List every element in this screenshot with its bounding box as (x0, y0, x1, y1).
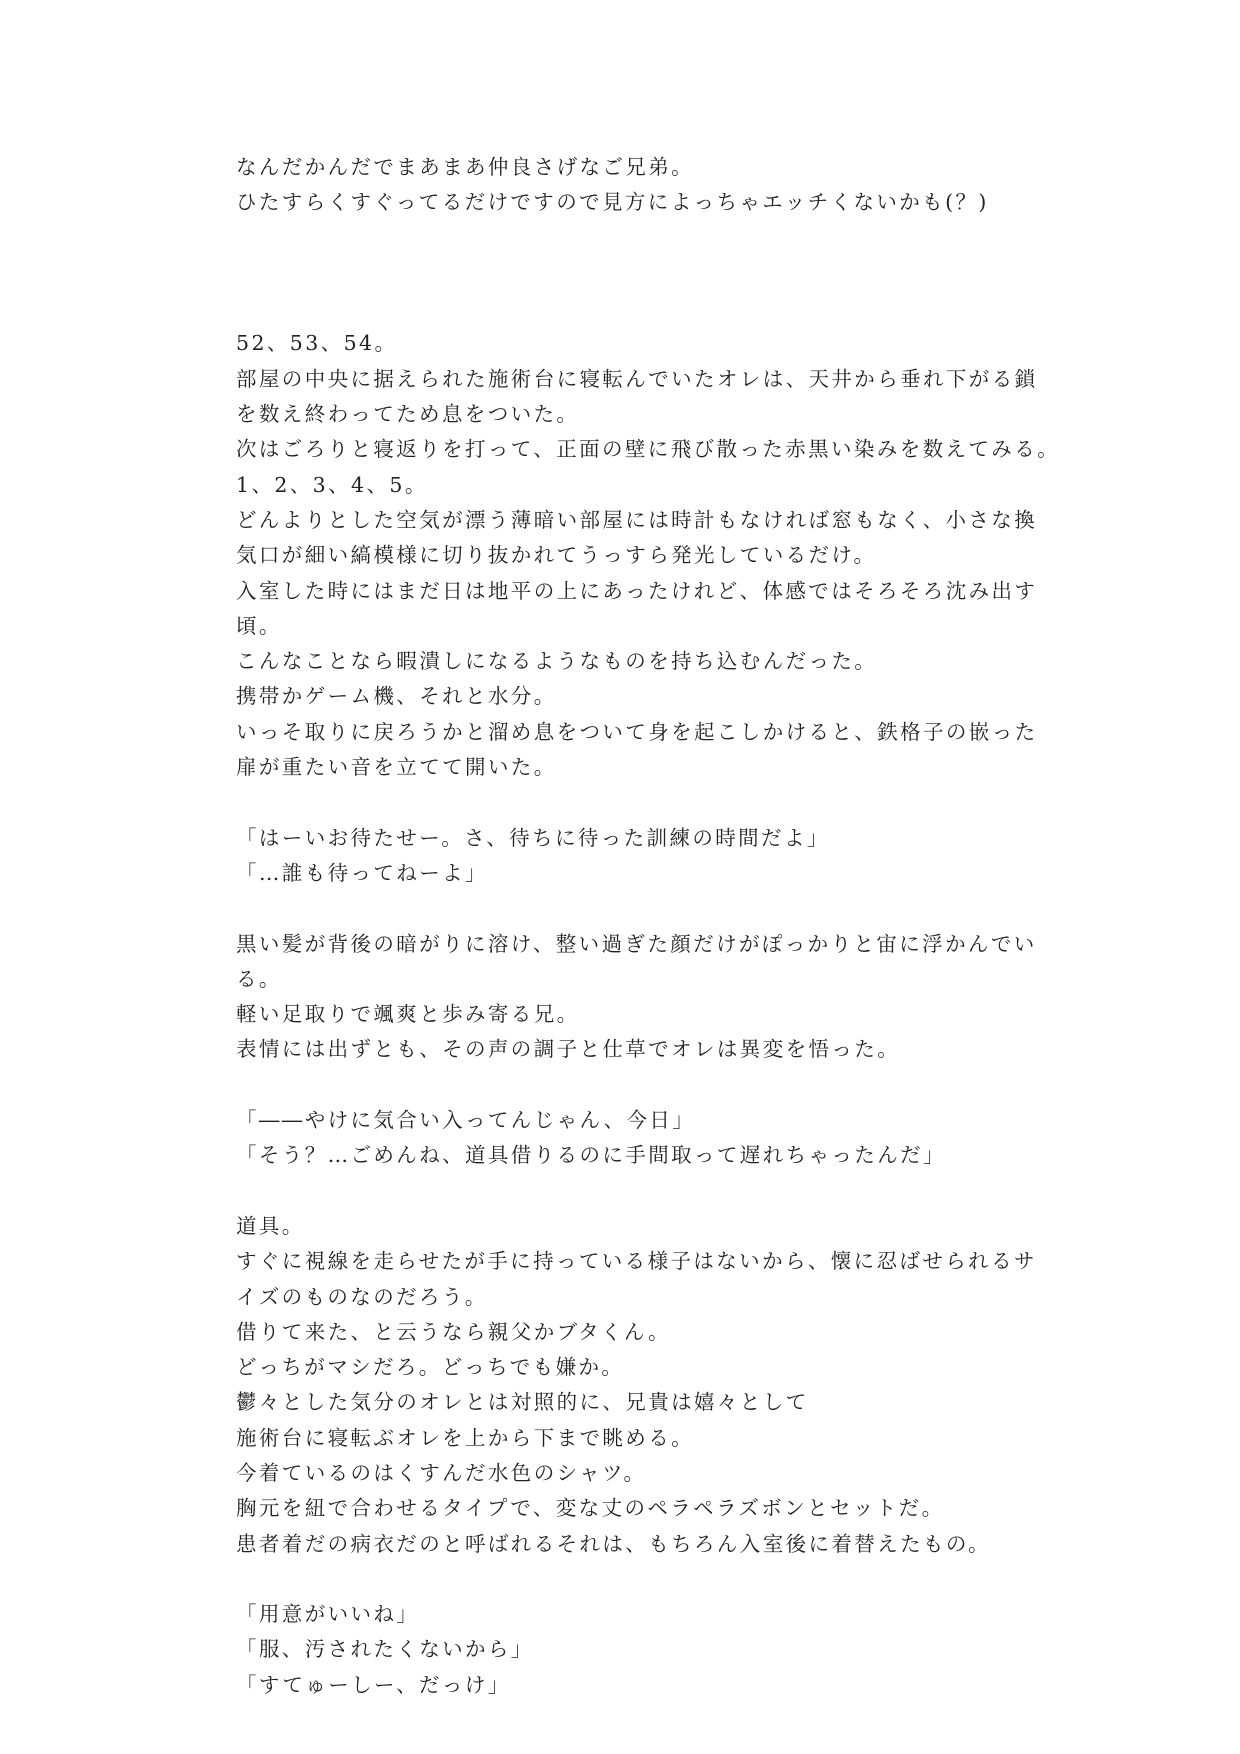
text-line: すぐに視線を走らせたが手に持っている様子はないから、懐に忍ばせられるサ (236, 1249, 1037, 1274)
dialogue-line: 「すてゅーしー、だっけ」 (236, 1672, 511, 1697)
text-line: 鬱々とした気分のオレとは対照的に、兄貴は嬉々として (236, 1390, 809, 1415)
blank-line (236, 1068, 1016, 1103)
text-line: 1、2、3、4、5。 (236, 472, 428, 497)
blank-line (236, 785, 1016, 820)
body-text (236, 150, 1060, 1703)
text-line: 入室した時にはまだ日は地平の上にあったけれど、体感ではそろそろ沈み出す (236, 578, 1038, 603)
text-line: 患者着だの病衣だのと呼ばれるそれは、もちろん入室後に着替えたもの。 (236, 1531, 991, 1556)
text-line: いっそ取りに戻ろうかと溜め息をついて身を起こしかけると、鉄格子の嵌った (236, 719, 1038, 744)
blank-line (236, 291, 1016, 326)
text-line: 施術台に寝転ぶオレを上から下まで眺める。 (236, 1425, 694, 1450)
text-line: 気口が細い縞模様に切り抜かれてうっすら発光しているだけ。 (236, 543, 877, 568)
dialogue-line: 「――やけに気合い入ってんじゃん、今日」 (236, 1108, 696, 1133)
text-line: 携帯かゲーム機、それと水分。 (236, 684, 557, 709)
text-line: る。 (236, 966, 282, 991)
text-line: を数え終わってため息をついた。 (236, 402, 580, 427)
blank-line (236, 1562, 1016, 1597)
text-line: 次はごろりと寝返りを打って、正面の壁に飛び散った赤黒い染みを数えてみる。 (236, 437, 1060, 462)
text-line: 今着ているのはくすんだ水色のシャツ。 (236, 1460, 647, 1485)
text-line: 黒い髪が背後の暗がりに溶け、整い過ぎた顔だけがぽっかりと宙に浮かんでい (236, 931, 1037, 956)
text-line: 道具。 (236, 1213, 305, 1238)
text-line: 胸元を紐で合わせるタイプで、変な丈のペラペラズボンとセットだ。 (236, 1496, 945, 1521)
text-line: 軽い足取りで颯爽と歩み寄る兄。 (236, 1002, 580, 1027)
dialogue-line: 「用意がいいね」 (236, 1602, 420, 1627)
text-line: どっちがマシだろ。どっちでも嫌か。 (236, 1355, 625, 1380)
blank-line (236, 891, 1016, 926)
text-line: ひたすらくすぐってるだけですので見方によっちゃエッチくないかも(？) (236, 190, 989, 215)
blank-line (236, 1174, 1016, 1209)
text-line: 扉が重たい音を立てて開いた。 (236, 755, 557, 780)
text-line: なんだかんだでまあまあ仲良さげなご兄弟。 (236, 155, 694, 179)
dialogue-line: 「はーいお待たせー。さ、待ちに待った訓練の時間だよ」 (236, 825, 830, 850)
text-line: 部屋の中央に据えられた施術台に寝転んでいたオレは、天井から垂れ下がる鎖 (236, 366, 1038, 391)
text-line: イズのものなのだろう。 (236, 1284, 488, 1309)
text-line: 表情には出ずとも、その声の調子と仕草でオレは異変を悟った。 (236, 1037, 901, 1062)
blank-line (236, 221, 1016, 256)
text-line: どんよりとした空気が漂う薄暗い部屋には時計もなければ窓もなく、小さな換 (236, 507, 1038, 532)
dialogue-line: 「…誰も待ってねーよ」 (236, 860, 488, 885)
dialogue-line: 「そう？…ごめんね、道具借りるのに手間取って遅れちゃったんだ」 (236, 1143, 946, 1168)
blank-line (236, 256, 1016, 291)
text-line: 借りて来た、と云うなら親父かブタくん。 (236, 1319, 671, 1344)
text-line: 頃。 (236, 613, 282, 638)
text-line: こんなことなら暇潰しになるようなものを持ち込むんだった。 (236, 649, 878, 674)
text-line: 52、53、54。 (236, 331, 398, 356)
dialogue-line: 「服、汚されたくないから」 (236, 1637, 534, 1662)
